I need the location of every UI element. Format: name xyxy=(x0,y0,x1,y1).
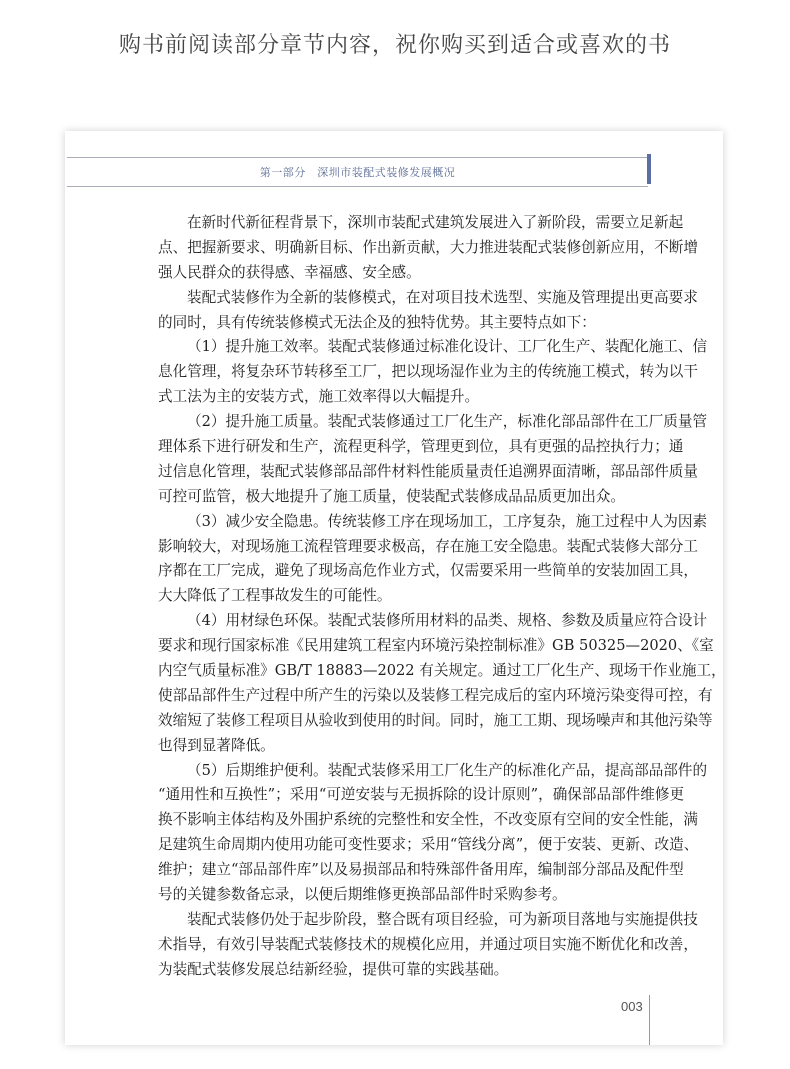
page-body-text xyxy=(158,211,726,983)
text-line: （2）提升施工质量。装配式装修通过工厂化生产，标准化部品部件在工厂质量管 xyxy=(187,413,708,431)
text-line: （1）提升施工效率。装配式装修通过标准化设计、工厂化生产、装配化施工、信 xyxy=(187,338,708,356)
text-line: （3）减少安全隐患。传统装修工序在现场加工，工序复杂，施工过程中人为因素 xyxy=(187,512,708,530)
text-line: 换不影响主体结构及外围护系统的完整性和安全性，不改变原有空间的安全性能，满 xyxy=(158,811,698,829)
paragraph xyxy=(158,211,698,286)
page-number: 003 xyxy=(621,999,643,1014)
text-line: 大大降低了工程事故发生的可能性。 xyxy=(158,587,392,605)
text-line: 影响较大，对现场施工流程管理要求极高，存在施工安全隐患。装配式装修大部分工 xyxy=(158,537,698,555)
text-line: “通用性和互换性”；采用“可逆安装与无损拆除的设计原则”，确保部品部件维修更 xyxy=(158,786,685,804)
text-line: 要求和现行国家标准《民用建筑工程室内环境污染控制标准》GB 50325—2020、《室 xyxy=(158,637,714,655)
text-line: （5）后期维护便利。装配式装修采用工厂化生产的标准化产品，提高部品部件的 xyxy=(187,761,708,779)
text-line: 内空气质量标准》GB/T 18883—2022 有关规定。通过工厂化生产、现场干作业施工， xyxy=(158,662,726,680)
text-line: 理体系下进行研发和生产，流程更科学，管理更到位，具有更强的品控执行力；通 xyxy=(158,438,684,456)
paragraph xyxy=(158,759,708,908)
paragraph xyxy=(158,908,698,983)
running-header xyxy=(67,157,648,187)
text-line: 可控可监管，极大地提升了施工质量，使装配式装修成品品质更加出众。 xyxy=(158,487,626,505)
header-accent-bar xyxy=(647,154,651,184)
paragraph xyxy=(158,510,708,610)
text-line: 术指导，有效引导装配式装修技术的规模化应用，并通过项目实施不断优化和改善， xyxy=(158,935,698,953)
paragraph xyxy=(158,335,708,410)
text-line: 装配式装修作为全新的装修模式，在对项目技术选型、实施及管理提出更高要求 xyxy=(187,288,698,306)
text-line: 点、把握新要求、明确新目标、作出新贡献，大力推进装配式装修创新应用，不断增 xyxy=(158,238,698,256)
text-line: 序都在工厂完成，避免了现场高危作业方式，仅需要采用一些简单的安装加固工具， xyxy=(158,562,698,580)
text-line: 效缩短了装修工程项目从验收到使用的时间。同时，施工工期、现场噪声和其他污染等 xyxy=(158,711,713,729)
book-page xyxy=(65,131,726,1045)
text-line: 也得到显著降低。 xyxy=(158,736,275,754)
paragraph xyxy=(158,410,708,510)
text-line: 为装配式装修发展总结新经验，提供可靠的实践基础。 xyxy=(158,960,509,978)
text-line: （4）用材绿色环保。装配式装修所用材料的品类、规格、参数及质量应符合设计 xyxy=(187,612,708,630)
paragraph xyxy=(158,609,726,758)
text-line: 足建筑生命周期内使用功能可变性要求；采用“管线分离”，便于安装、更新、改造、 xyxy=(158,836,699,854)
paragraph xyxy=(158,286,698,336)
text-line: 装配式装修仍处于起步阶段，整合既有项目经验，可为新项目落地与实施提供技 xyxy=(187,910,698,928)
text-line: 强人民群众的获得感、幸福感、安全感。 xyxy=(158,263,421,281)
text-line: 维护；建立“部品部件库”以及易损部品和特殊部件备用库，编制部分部品及配件型 xyxy=(158,861,684,879)
preview-banner: 购书前阅读部分章节内容，祝你购买到适合或喜欢的书 xyxy=(118,33,671,58)
text-line: 过信息化管理，装配式装修部品部件材料性能质量责任追溯界面清晰，部品部件质量 xyxy=(158,462,698,480)
text-line: 的同时，具有传统装修模式无法企及的独特优势。其主要特点如下： xyxy=(158,313,596,331)
text-line: 息化管理，将复杂环节转移至工厂，把以现场湿作业为主的传统施工模式，转为以干 xyxy=(158,363,698,381)
page-number-rule xyxy=(649,995,650,1045)
text-line: 在新时代新征程背景下，深圳市装配式建筑发展进入了新阶段，需要立足新起 xyxy=(187,214,684,231)
text-line: 使部品部件生产过程中所产生的污染以及装修工程完成后的室内环境污染变得可控，有 xyxy=(158,686,713,704)
running-header-title: 第一部分 深圳市装配式装修发展概况 xyxy=(259,166,456,179)
text-line: 号的关键参数备忘录，以便后期维修更换部品部件时采购参考。 xyxy=(158,886,567,904)
text-line: 式工法为主的安装方式，施工效率得以大幅提升。 xyxy=(158,388,480,406)
